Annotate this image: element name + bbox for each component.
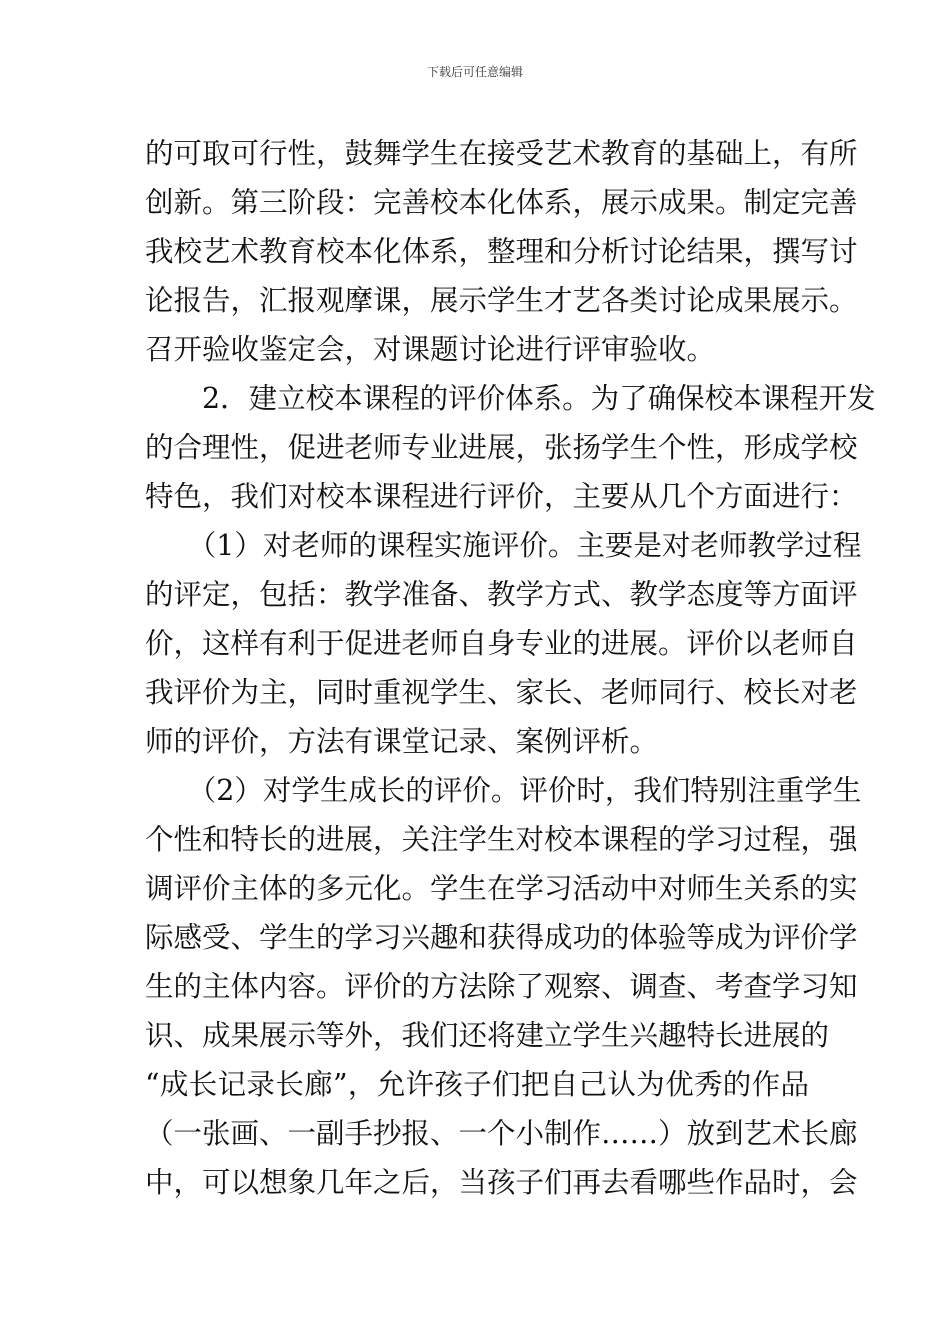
text-line: 际感受、学生的学习兴趣和获得成功的体验等成为评价学	[145, 921, 858, 954]
text-line: （一张画、一副手抄报、一个小制作……）放到艺术长廊	[145, 1117, 858, 1150]
text-line: 的评定，包括：教学准备、教学方式、教学态度等方面评	[145, 578, 858, 611]
text-line: （2）对学生成长的评价。评价时，我们特别注重学生	[145, 774, 862, 807]
text-line: 的可取可行性，鼓舞学生在接受艺术教育的基础上，有所	[145, 137, 858, 170]
text-line: 创新。第三阶段：完善校本化体系，展示成果。制定完善	[145, 186, 858, 219]
text-line: 特色，我们对校本课程进行评价，主要从几个方面进行：	[145, 480, 858, 513]
text-line: 我校艺术教育校本化体系，整理和分析讨论结果，撰写讨	[145, 235, 858, 268]
text-line: 我评价为主，同时重视学生、家长、老师同行、校长对老	[145, 676, 858, 709]
text-line: 调评价主体的多元化。学生在学习活动中对师生关系的实	[145, 872, 858, 905]
text-line: 价，这样有利于促进老师自身专业的进展。评价以老师自	[145, 627, 858, 660]
text-line: （1）对老师的课程实施评价。主要是对老师教学过程	[145, 529, 862, 562]
text-line: 师的评价，方法有课堂记录、案例评析。	[145, 725, 659, 758]
page-header: 下载后可任意编辑	[426, 65, 523, 79]
text-line: 的合理性，促进老师专业进展，张扬学生个性，形成学校	[145, 431, 858, 464]
text-line: 论报告，汇报观摩课，展示学生才艺各类讨论成果展示。	[145, 284, 858, 317]
text-line: “成长记录长廊”，允许孩子们把自己认为优秀的作品	[145, 1068, 809, 1101]
text-line: 中，可以想象几年之后，当孩子们再去看哪些作品时，会	[145, 1166, 858, 1199]
text-line: 2．建立校本课程的评价体系。为了确保校本课程开发	[145, 382, 876, 415]
text-line: 生的主体内容。评价的方法除了观察、调查、考查学习知	[145, 970, 858, 1003]
document-body	[145, 129, 876, 1207]
text-line: 个性和特长的进展，关注学生对校本课程的学习过程，强	[145, 823, 858, 856]
text-line: 识、成果展示等外，我们还将建立学生兴趣特长进展的	[145, 1019, 830, 1052]
text-line: 召开验收鉴定会，对课题讨论进行评审验收。	[145, 333, 716, 366]
